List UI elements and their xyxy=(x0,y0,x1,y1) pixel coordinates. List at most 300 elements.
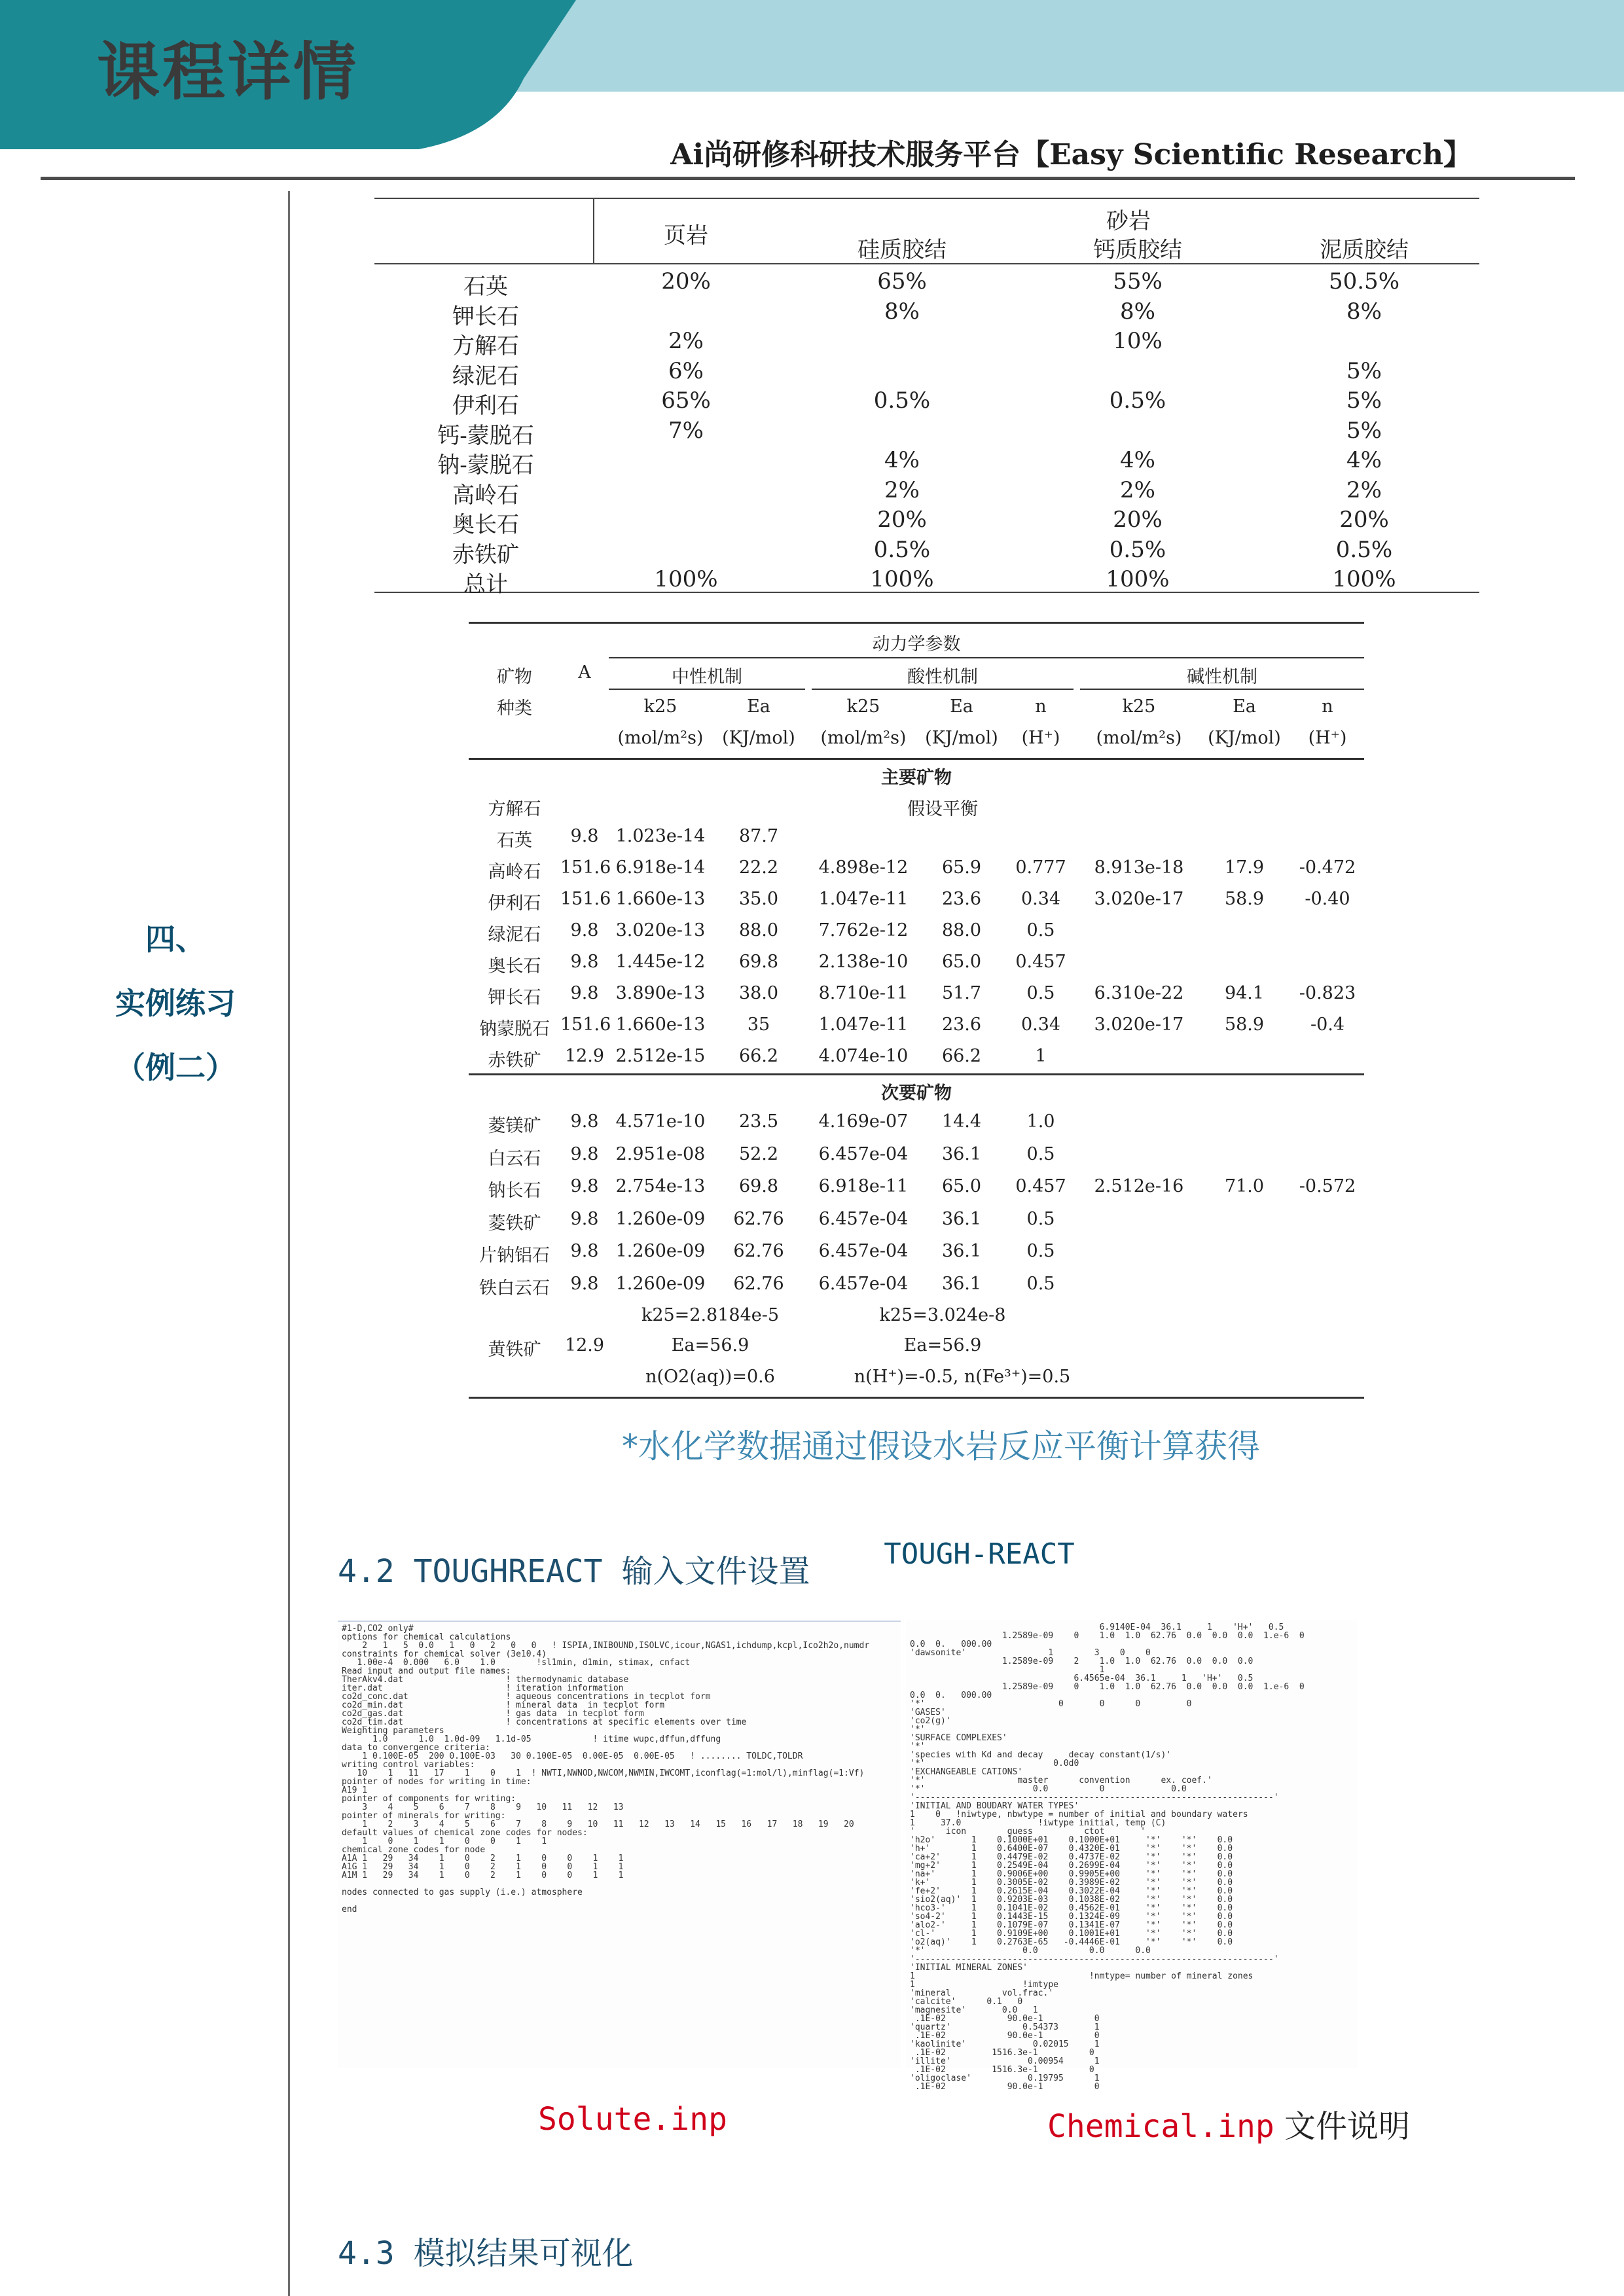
code-line: .1E-02 1516.3e-1 0 xyxy=(910,2065,1094,2075)
code-line: 'magnesite' 0.0 1 xyxy=(910,2005,1038,2015)
mineral-value-cell: 10% xyxy=(1113,328,1163,354)
kinetic-value-cell: 0.5 xyxy=(1026,1143,1055,1164)
calcite-equilibrium-note: 假设平衡 xyxy=(907,799,978,819)
mineral-composition-table xyxy=(374,198,1479,597)
code-line: 'so4-2' 1 0.1443E-15 0.1324E-09 '*' '*' 0.0 xyxy=(910,1912,1233,1922)
mineral-value-cell: 6% xyxy=(668,357,704,384)
mineral-name-cell: 钠-蒙脱石 xyxy=(437,452,534,478)
kinetic-value-cell: 9.8 xyxy=(570,1241,599,1261)
code-line: #1-D,CO2 only# xyxy=(342,1624,414,1634)
kinetic-value-cell: 4.898e-12 xyxy=(818,857,909,878)
kinetic-value-cell: 69.8 xyxy=(738,952,779,972)
mineral-value-cell: 20% xyxy=(661,268,711,295)
code-line: iter.dat ! iteration information xyxy=(342,1683,624,1693)
kinetic-bottom-rule xyxy=(469,1397,1364,1399)
mineral-name-cell: 赤铁矿 xyxy=(452,541,519,568)
code-line: 'kaolinite' 0.02015 1 xyxy=(910,2039,1100,2049)
code-line: 'co2(g)' xyxy=(910,1716,951,1726)
kinetic-value-cell: 6.918e-11 xyxy=(818,1176,909,1196)
code-line: A19 1 xyxy=(342,1785,368,1795)
mineral-value-cell: 4% xyxy=(1120,447,1155,473)
kinetic-value-cell: 3.890e-13 xyxy=(615,983,706,1003)
hydrochemistry-note: *水化学数据通过假设水岩反应平衡计算获得 xyxy=(622,1427,1260,1465)
kinetic-value-cell: 2.512e-15 xyxy=(615,1046,706,1066)
pyrite-A: 12.9 xyxy=(564,1335,605,1355)
kinetic-mineral-name: 片钠铝石 xyxy=(479,1246,550,1266)
kinetic-value-cell: 71.0 xyxy=(1224,1176,1265,1196)
col-header-shale: 页岩 xyxy=(664,223,708,249)
kinetic-value-cell: 6.457e-04 xyxy=(818,1273,909,1294)
mineral-value-cell: 5% xyxy=(1346,357,1382,384)
kinetic-mineral-name: 钠蒙脱石 xyxy=(479,1019,550,1039)
pyrite-Ea-acid: Ea=56.9 xyxy=(903,1335,982,1355)
header-band xyxy=(0,0,1624,171)
kinetic-value-cell: 0.5 xyxy=(1026,1208,1055,1229)
mineral-value-cell: 8% xyxy=(1346,298,1382,325)
code-line: end xyxy=(342,1905,357,1914)
kinetic-value-cell: 65.0 xyxy=(941,952,982,972)
pyrite-n-neutral: n(O2(aq))=0.6 xyxy=(645,1367,775,1387)
kinetic-value-cell: 2.512e-16 xyxy=(1094,1176,1184,1196)
kinetic-value-cell: -0.572 xyxy=(1299,1176,1356,1196)
code-line: '*' 0 0 0 0 xyxy=(910,1699,1192,1709)
kinetic-value-cell: 66.2 xyxy=(941,1046,982,1066)
kinetic-value-cell: 0.457 xyxy=(1015,1176,1066,1196)
solute-inp-label: Solute.inp xyxy=(538,2101,727,2138)
mineral-value-cell: 5% xyxy=(1346,417,1382,444)
code-line xyxy=(342,1897,897,1905)
code-line: ' icon guess ctot ' xyxy=(910,1827,1146,1837)
code-line: TherAkv4.dat ! thermodynamic database xyxy=(342,1675,629,1685)
code-line: 'h+' 1 0.6400E-07 0.4320E-01 '*' '*' 0.0 xyxy=(910,1844,1233,1854)
kinetic-value-cell: 151.6 xyxy=(560,889,611,909)
code-line: 1.00e-4 0.000 6.0 1.0 !sl1min, d1min, stimax, cnfact xyxy=(342,1658,691,1668)
code-line: writing control variables: xyxy=(342,1760,475,1770)
kinetic-value-cell: 12.9 xyxy=(564,1046,605,1066)
mineral-value-cell: 2% xyxy=(1120,476,1155,503)
code-line: 'h2o' 1 0.1000E+01 0.1000E+01 '*' '*' 0.0 xyxy=(910,1835,1233,1845)
mineral-value-cell: 0.5% xyxy=(873,536,931,563)
kinetic-value-cell: 66.2 xyxy=(738,1046,779,1066)
mineral-value-cell: 100% xyxy=(654,566,718,592)
kinetic-value-cell: 1.660e-13 xyxy=(615,889,706,909)
code-line: data to convergence criteria: xyxy=(342,1743,490,1753)
sub-header-calcareous: 钙质胶结 xyxy=(1093,237,1182,263)
kinetic-value-cell: 1.047e-11 xyxy=(818,889,909,909)
kinetic-header-symbol: Ea xyxy=(950,696,973,717)
kinetic-value-cell: 1.0 xyxy=(1026,1111,1055,1132)
group-acid-rule xyxy=(812,689,1074,690)
kinetic-value-cell: 17.9 xyxy=(1224,857,1265,878)
code-line: 'alo2-' 1 0.1079E-07 0.1341E-07 '*' '*' 0.0 xyxy=(910,1920,1233,1930)
code-line: 6.4565e-04 36.1 1 'H+' 0.5 xyxy=(910,1674,1254,1683)
mineral-name-cell: 钙-蒙脱石 xyxy=(437,422,534,449)
kinetic-header-symbol: k25 xyxy=(1122,696,1156,717)
kinetic-value-cell: 0.5 xyxy=(1026,983,1055,1003)
pyrite-name: 黄铁矿 xyxy=(488,1340,541,1360)
mineral-value-cell: 100% xyxy=(1332,566,1396,592)
kinetic-value-cell: 2.138e-10 xyxy=(818,952,909,972)
sub-header-argillaceous: 泥质胶结 xyxy=(1320,237,1409,263)
kinetic-title: 动力学参数 xyxy=(872,634,961,655)
mineral-value-cell: 0.5% xyxy=(873,387,931,414)
code-line: 'ca+2' 1 0.4479E-02 0.4737E-02 '*' '*' 0.0 xyxy=(910,1852,1233,1862)
code-line: co2d_tim.dat ! concentrations at specific elements over time xyxy=(342,1717,747,1727)
kinetic-value-cell: -0.823 xyxy=(1299,983,1356,1003)
sidebar-line-3: 实例练习 xyxy=(115,986,236,1021)
code-line: 'illite' 0.00954 1 xyxy=(910,2056,1100,2066)
kinetic-parameters-table xyxy=(469,615,1364,1401)
pyrite-k-neutral: k25=2.8184e-5 xyxy=(641,1305,780,1325)
kinetic-mineral-name: 石英 xyxy=(497,831,532,851)
group-base: 碱性机制 xyxy=(1187,667,1257,687)
kinetic-header-unit: (mol/m²s) xyxy=(820,728,907,748)
code-line: options for chemical calculations xyxy=(342,1632,511,1642)
kinetic-value-cell: 58.9 xyxy=(1224,889,1265,909)
kinetic-header-symbol: n xyxy=(1035,696,1047,717)
mineral-value-cell: 0.5% xyxy=(1109,536,1166,563)
kinetic-mineral-name: 菱镁矿 xyxy=(488,1116,541,1136)
kinetic-value-cell: 2.754e-13 xyxy=(615,1176,706,1196)
kinetic-value-cell: 0.5 xyxy=(1026,1273,1055,1294)
kinetic-value-cell: 9.8 xyxy=(570,1273,599,1294)
kinetic-value-cell: 51.7 xyxy=(941,983,982,1003)
code-line: 1.2589e-09 2 1.0 1.0 62.76 0.0 0.0 0.0 xyxy=(910,1657,1254,1666)
pyrite-Ea-neutral: Ea=56.9 xyxy=(671,1335,749,1355)
kinetic-header-symbol: n xyxy=(1322,696,1333,717)
kinetic-value-cell: 23.6 xyxy=(941,889,982,909)
kinetic-value-cell: 38.0 xyxy=(738,983,779,1003)
code-line: A1A 1 29 34 1 0 2 1 0 0 1 1 xyxy=(342,1854,624,1863)
kinetic-value-cell: 1.023e-14 xyxy=(615,826,706,846)
page-title: 课程详情 xyxy=(97,35,359,109)
code-line: Weighting parameters xyxy=(342,1726,444,1736)
code-line: pointer of nodes for writing in time: xyxy=(342,1777,532,1787)
code-line: 'fe+2' 1 0.2615E-04 0.3022E-04 '*' '*' 0.0 xyxy=(910,1886,1233,1896)
code-line: 'cl-' 1 0.9109E+00 0.1001E+01 '*' '*' 0.0 xyxy=(910,1929,1233,1939)
group-neutral: 中性机制 xyxy=(672,667,742,687)
kinetic-mineral-name: 钠长石 xyxy=(488,1181,541,1201)
code-line: 1 0 !niwtype, nbwtype = number of initial and boundary waters xyxy=(910,1810,1248,1820)
chemical-inp-screenshot xyxy=(906,1621,1358,2092)
code-line: pointer of components for writing: xyxy=(342,1794,516,1804)
kinetic-value-cell: 1.260e-09 xyxy=(615,1273,706,1294)
kinetic-header-unit: (KJ/mol) xyxy=(1208,728,1281,748)
kinetic-value-cell: 94.1 xyxy=(1224,983,1265,1003)
code-line: 10 1 11 17 1 0 1 ! NWTI,NWNOD,NWCOM,NWMIN,IWCOMT,iconflag(=1:mol/l),minflag(=1:Vf) xyxy=(342,1768,865,1778)
kinetic-value-cell: 151.6 xyxy=(560,857,611,878)
platform-subtitle: Ai尚研修科研技术服务平台【Easy Scientific Research】 xyxy=(670,138,1472,171)
kinetic-value-cell: 1.260e-09 xyxy=(615,1241,706,1261)
code-line: 'mineral vol.frac.' xyxy=(910,1988,1054,1998)
code-line: 0.0 0. 000.00 xyxy=(910,1640,992,1649)
code-line: co2d_conc.dat ! aqueous concentrations in tecplot form xyxy=(342,1692,711,1702)
mineral-value-cell: 4% xyxy=(1346,447,1382,473)
mineral-name-cell: 总计 xyxy=(463,571,508,598)
kinetic-value-cell: 6.457e-04 xyxy=(818,1241,909,1261)
code-line: 1 0.100E-05 200 0.100E-03 30 0.100E-05 0.00E-05 0.00E-05 ! ........ TOLDC,TOLDR xyxy=(342,1751,803,1761)
mineral-value-cell: 100% xyxy=(1106,566,1170,592)
kinetic-header-unit: (KJ/mol) xyxy=(722,728,795,748)
kinetic-value-cell: 1.047e-11 xyxy=(818,1014,909,1035)
mineral-name-cell: 奥长石 xyxy=(452,512,519,538)
code-line: 'oligoclase' 0.19795 1 xyxy=(910,2073,1100,2083)
chemical-inp-label xyxy=(1047,2101,1410,2146)
code-line: 'SURFACE COMPLEXES' xyxy=(910,1733,1007,1743)
code-line: '----------------------------------------------------------------------' xyxy=(910,1954,1279,1964)
mineral-name-cell: 高岭石 xyxy=(452,482,519,509)
kinetic-value-cell: 87.7 xyxy=(738,826,779,846)
code-line: Read input and output file names: xyxy=(342,1666,511,1676)
mineral-value-cell: 8% xyxy=(884,298,920,325)
kinetic-value-cell: 65.9 xyxy=(941,857,982,878)
kinetic-value-cell: 1.445e-12 xyxy=(615,952,706,972)
kinetic-value-cell: 0.457 xyxy=(1015,952,1066,972)
kinetic-value-cell: 0.5 xyxy=(1026,920,1055,941)
kinetic-value-cell: 6.457e-04 xyxy=(818,1208,909,1229)
kinetic-value-cell: 6.310e-22 xyxy=(1094,983,1184,1003)
pyrite-n-acid: n(H⁺)=-0.5, n(Fe³⁺)=0.5 xyxy=(854,1367,1071,1387)
col-A: A xyxy=(578,662,591,683)
pyrite-k-acid: k25=3.024e-8 xyxy=(879,1305,1006,1325)
kinetic-value-cell: -0.472 xyxy=(1299,857,1356,878)
sidebar-line-2: TOUGH-REACT xyxy=(884,1537,1075,1571)
group-neutral-rule xyxy=(609,689,805,690)
kinetic-header-symbol: Ea xyxy=(747,696,770,717)
code-line: constraints for chemical solver (3e10.4) xyxy=(342,1649,547,1659)
code-line: '----------------------------------------------------------------------' xyxy=(910,1793,1279,1803)
code-line: nodes connected to gas supply (i.e.) atmosphere xyxy=(342,1888,583,1897)
kinetic-value-cell: 9.8 xyxy=(570,983,599,1003)
code-line: 'INITIAL AND BOUDARY WATER TYPES' xyxy=(910,1801,1079,1811)
kinetic-value-cell: 23.5 xyxy=(738,1111,779,1132)
kinetic-value-cell: 9.8 xyxy=(570,1143,599,1164)
col-mineral-1: 矿物 xyxy=(497,667,532,687)
kinetic-mineral-name: 赤铁矿 xyxy=(488,1050,541,1071)
mineral-value-cell: 7% xyxy=(668,417,704,444)
kinetic-value-cell: 2.951e-08 xyxy=(615,1143,706,1164)
mineral-value-cell: 55% xyxy=(1113,268,1163,295)
code-line: A1M 1 29 34 1 0 2 1 0 0 1 1 xyxy=(342,1871,624,1880)
kinetic-value-cell: 88.0 xyxy=(738,920,779,941)
code-line: 'INITIAL MINERAL ZONES' xyxy=(910,1963,1028,1973)
kinetic-value-cell: 3.020e-13 xyxy=(615,920,706,941)
code-line: 'mg+2' 1 0.2549E-04 0.2699E-04 '*' '*' 0.0 xyxy=(910,1861,1233,1871)
kinetic-value-cell: 62.76 xyxy=(733,1273,784,1294)
kinetic-value-cell: 0.5 xyxy=(1026,1241,1055,1261)
kinetic-value-cell: 22.2 xyxy=(738,857,779,878)
code-line: '*' master convention ex. coef.' xyxy=(910,1776,1212,1785)
kinetic-value-cell: 6.457e-04 xyxy=(818,1143,909,1164)
mineral-value-cell: 4% xyxy=(884,447,920,473)
table-top-rule xyxy=(374,198,1479,199)
code-line: pointer of minerals for writing: xyxy=(342,1811,506,1821)
code-line: 'quartz' 0.54373 1 xyxy=(910,2022,1100,2032)
mineral-value-cell: 5% xyxy=(1346,387,1382,414)
code-line: 'na+' 1 0.9006E+00 0.9905E+00 '*' '*' 0.0 xyxy=(910,1869,1233,1879)
kinetic-value-cell: 65.0 xyxy=(941,1176,982,1196)
sub-header-siliceous: 硅质胶结 xyxy=(857,237,947,263)
code-line: .1E-02 90.0e-1 0 xyxy=(910,2014,1100,2024)
kinetic-value-cell: 1.660e-13 xyxy=(615,1014,706,1035)
kinetic-value-cell: 6.918e-14 xyxy=(615,857,706,878)
code-line: 'sio2(aq)' 1 0.9203E-03 0.1038E-02 '*' '*' 0.0 xyxy=(910,1895,1233,1905)
kinetic-value-cell: 3.020e-17 xyxy=(1094,1014,1184,1035)
kinetic-mineral-name: 伊利石 xyxy=(488,893,541,914)
kinetic-value-cell: 58.9 xyxy=(1224,1014,1265,1035)
header-divider xyxy=(41,177,1575,180)
code-line: co2d_gas.dat ! gas data in tecplot form xyxy=(342,1709,644,1719)
code-line: 1 !nmtype= number of mineral zones xyxy=(910,1971,1254,1981)
sidebar-line-4: （例二） xyxy=(115,1050,236,1085)
kinetic-value-cell: 9.8 xyxy=(570,1208,599,1229)
kinetic-value-cell: 9.8 xyxy=(570,1176,599,1196)
kinetic-value-cell: 52.2 xyxy=(738,1143,779,1164)
code-line: 'species with Kd and decay decay constant(1/s)' xyxy=(910,1750,1172,1760)
kinetic-value-cell: 62.76 xyxy=(733,1241,784,1261)
chemical-inp-suffix: 文件说明 xyxy=(1274,2108,1411,2145)
kinetic-value-cell: 36.1 xyxy=(941,1208,982,1229)
code-line: 1 37.0 !iwtype initial, temp (C) xyxy=(910,1818,1166,1828)
kinetic-mineral-name: 铁白云石 xyxy=(479,1278,550,1299)
mineral-value-cell: 8% xyxy=(1120,298,1155,325)
mineral-value-cell: 20% xyxy=(1339,507,1389,533)
mineral-value-cell: 2% xyxy=(668,328,704,354)
code-line: A1G 1 29 34 1 0 2 1 0 0 1 1 xyxy=(342,1862,624,1872)
code-line: 1 0 1 1 0 0 1 1 xyxy=(342,1837,547,1846)
mineral-value-cell: 0.5% xyxy=(1109,387,1166,414)
code-line: 1 !imtype xyxy=(910,1980,1058,1990)
mineral-value-cell: 20% xyxy=(1113,507,1163,533)
mineral-value-cell: 50.5% xyxy=(1328,268,1399,295)
kinetic-value-cell: 3.020e-17 xyxy=(1094,889,1184,909)
kinetic-mineral-name: 钾长石 xyxy=(488,988,541,1008)
kinetic-mineral-name: 高岭石 xyxy=(488,862,541,882)
kinetic-header-unit: (mol/m²s) xyxy=(617,728,704,748)
col-header-sandstone: 砂岩 xyxy=(1106,208,1151,234)
kinetic-value-cell: 151.6 xyxy=(560,1014,611,1035)
kinetic-value-cell: -0.4 xyxy=(1310,1014,1345,1035)
kinetic-value-cell: 7.762e-12 xyxy=(818,920,909,941)
section-4-3-heading: 4.3 模拟结果可视化 xyxy=(338,2235,634,2272)
kinetic-value-cell: 4.074e-10 xyxy=(818,1046,909,1066)
kinetic-value-cell: 1.260e-09 xyxy=(615,1208,706,1229)
calcite-name: 方解石 xyxy=(488,799,541,819)
kinetic-header-unit: (mol/m²s) xyxy=(1096,728,1182,748)
kinetic-header-unit: (KJ/mol) xyxy=(925,728,998,748)
kinetic-value-cell: 88.0 xyxy=(941,920,982,941)
code-line: 2 1 5 0.0 1 0 2 0 0 ! ISPIA,INIBOUND,ISOLVC,icour,NGAS1,ichdump,kcpl,Ico2h2o,numdr xyxy=(342,1641,870,1651)
mineral-value-cell: 65% xyxy=(661,387,711,414)
mineral-name-cell: 绿泥石 xyxy=(452,363,519,389)
kinetic-value-cell: 14.4 xyxy=(941,1111,982,1132)
section-4-2-heading: 4.2 TOUGHREACT 输入文件设置 xyxy=(338,1553,810,1590)
kinetic-header-symbol: k25 xyxy=(643,696,677,717)
kinetic-header-rule xyxy=(469,758,1364,760)
kinetic-value-cell: 1 xyxy=(1035,1046,1047,1066)
kinetic-value-cell: 35.0 xyxy=(738,889,779,909)
solute-inp-screenshot xyxy=(338,1621,901,2068)
kinetic-value-cell: 9.8 xyxy=(570,826,599,846)
kinetic-mineral-name: 白云石 xyxy=(488,1148,541,1169)
kinetic-value-cell: 0.34 xyxy=(1020,1014,1061,1035)
code-line: 'dawsonite' 1 3 0 0 xyxy=(910,1648,1151,1658)
group-base-rule xyxy=(1080,689,1364,690)
code-line: '*' xyxy=(910,1725,926,1734)
kinetic-value-cell: 0.777 xyxy=(1015,857,1066,878)
code-line: 1.2589e-09 0 1.0 1.0 62.76 0.0 0.0 0.0 1.e-6 0 xyxy=(910,1631,1305,1641)
kinetic-header-unit: (H⁺) xyxy=(1308,728,1347,748)
mineral-name-cell: 方解石 xyxy=(452,333,519,359)
code-line: '*' 0.0d0 xyxy=(910,1759,1079,1768)
code-line: 6.9140E-04 36.1 1 'H+' 0.5 xyxy=(910,1623,1284,1632)
code-line: '*' 0.0 0.0 0.0 xyxy=(910,1946,1151,1956)
kinetic-section-rule xyxy=(469,1073,1364,1075)
sidebar-line-1: 四、 xyxy=(145,922,206,957)
code-line: 'hco3-' 1 0.1041E-02 0.4562E-01 '*' '*' 0.0 xyxy=(910,1903,1233,1913)
kinetic-value-cell: 4.169e-07 xyxy=(818,1111,909,1132)
kinetic-value-cell: 8.913e-18 xyxy=(1094,857,1184,878)
kinetic-value-cell: 62.76 xyxy=(733,1208,784,1229)
code-line: chemical zone codes for node xyxy=(342,1845,486,1855)
section-secondary-minerals: 次要矿物 xyxy=(881,1083,952,1103)
chemical-inp-filename: Chemical.inp xyxy=(1047,2108,1274,2145)
mineral-name-cell: 钾长石 xyxy=(452,303,519,330)
kinetic-value-cell: 9.8 xyxy=(570,952,599,972)
kinetic-mineral-name: 绿泥石 xyxy=(488,925,541,945)
code-line: 3 4 5 6 7 8 9 10 11 12 13 xyxy=(342,1803,624,1812)
code-line: 'calcite' 0.1 0 xyxy=(910,1997,1023,2007)
group-acid: 酸性机制 xyxy=(907,667,978,687)
code-line: .1E-02 90.0e-1 0 xyxy=(910,2031,1100,2041)
kinetic-value-cell: 4.571e-10 xyxy=(615,1111,706,1132)
kinetic-title-rule xyxy=(609,657,1364,658)
kinetic-value-cell: 36.1 xyxy=(941,1241,982,1261)
kinetic-value-cell: 35 xyxy=(747,1014,770,1035)
mineral-value-cell: 100% xyxy=(870,566,934,592)
code-line: default values of chemical zone codes for nodes: xyxy=(342,1828,588,1838)
kinetic-top-rule xyxy=(469,622,1364,624)
kinetic-value-cell: 8.710e-11 xyxy=(818,983,909,1003)
code-line: .1E-02 90.0e-1 0 xyxy=(910,2082,1100,2092)
mineral-value-cell: 0.5% xyxy=(1335,536,1393,563)
code-line: '*' xyxy=(910,1742,926,1751)
kinetic-value-cell: 9.8 xyxy=(570,920,599,941)
code-line: co2d_min.dat ! mineral data in tecplot form xyxy=(342,1700,665,1710)
code-line: 1.2589e-09 0 1.0 1.0 62.76 0.0 0.0 0.0 1.e-6 0 xyxy=(910,1682,1305,1692)
mineral-value-cell: 2% xyxy=(1346,476,1382,503)
kinetic-header-symbol: Ea xyxy=(1233,696,1256,717)
col-mineral-2: 种类 xyxy=(497,698,532,719)
kinetic-value-cell: 9.8 xyxy=(570,1111,599,1132)
kinetic-mineral-name: 菱铁矿 xyxy=(488,1213,541,1234)
mineral-name-cell: 石英 xyxy=(463,274,508,300)
section-primary-minerals: 主要矿物 xyxy=(881,768,952,788)
kinetic-value-cell: -0.40 xyxy=(1305,889,1350,909)
kinetic-header-unit: (H⁺) xyxy=(1021,728,1060,748)
mineral-name-cell: 伊利石 xyxy=(452,393,519,419)
kinetic-header-symbol: k25 xyxy=(846,696,880,717)
sidebar-divider xyxy=(288,191,290,2296)
mineral-value-cell: 65% xyxy=(877,268,927,295)
mineral-value-cell: 20% xyxy=(877,507,927,533)
kinetic-value-cell: 0.34 xyxy=(1020,889,1061,909)
kinetic-value-cell: 69.8 xyxy=(738,1176,779,1196)
code-line: .1E-02 1516.3e-1 0 xyxy=(910,2048,1094,2058)
code-line: 'GASES' xyxy=(910,1708,946,1717)
code-line: 'EXCHANGEABLE CATIONS' xyxy=(910,1767,1023,1777)
code-line: 'k+' 1 0.3005E-02 0.3989E-02 '*' '*' 0.0 xyxy=(910,1878,1233,1888)
